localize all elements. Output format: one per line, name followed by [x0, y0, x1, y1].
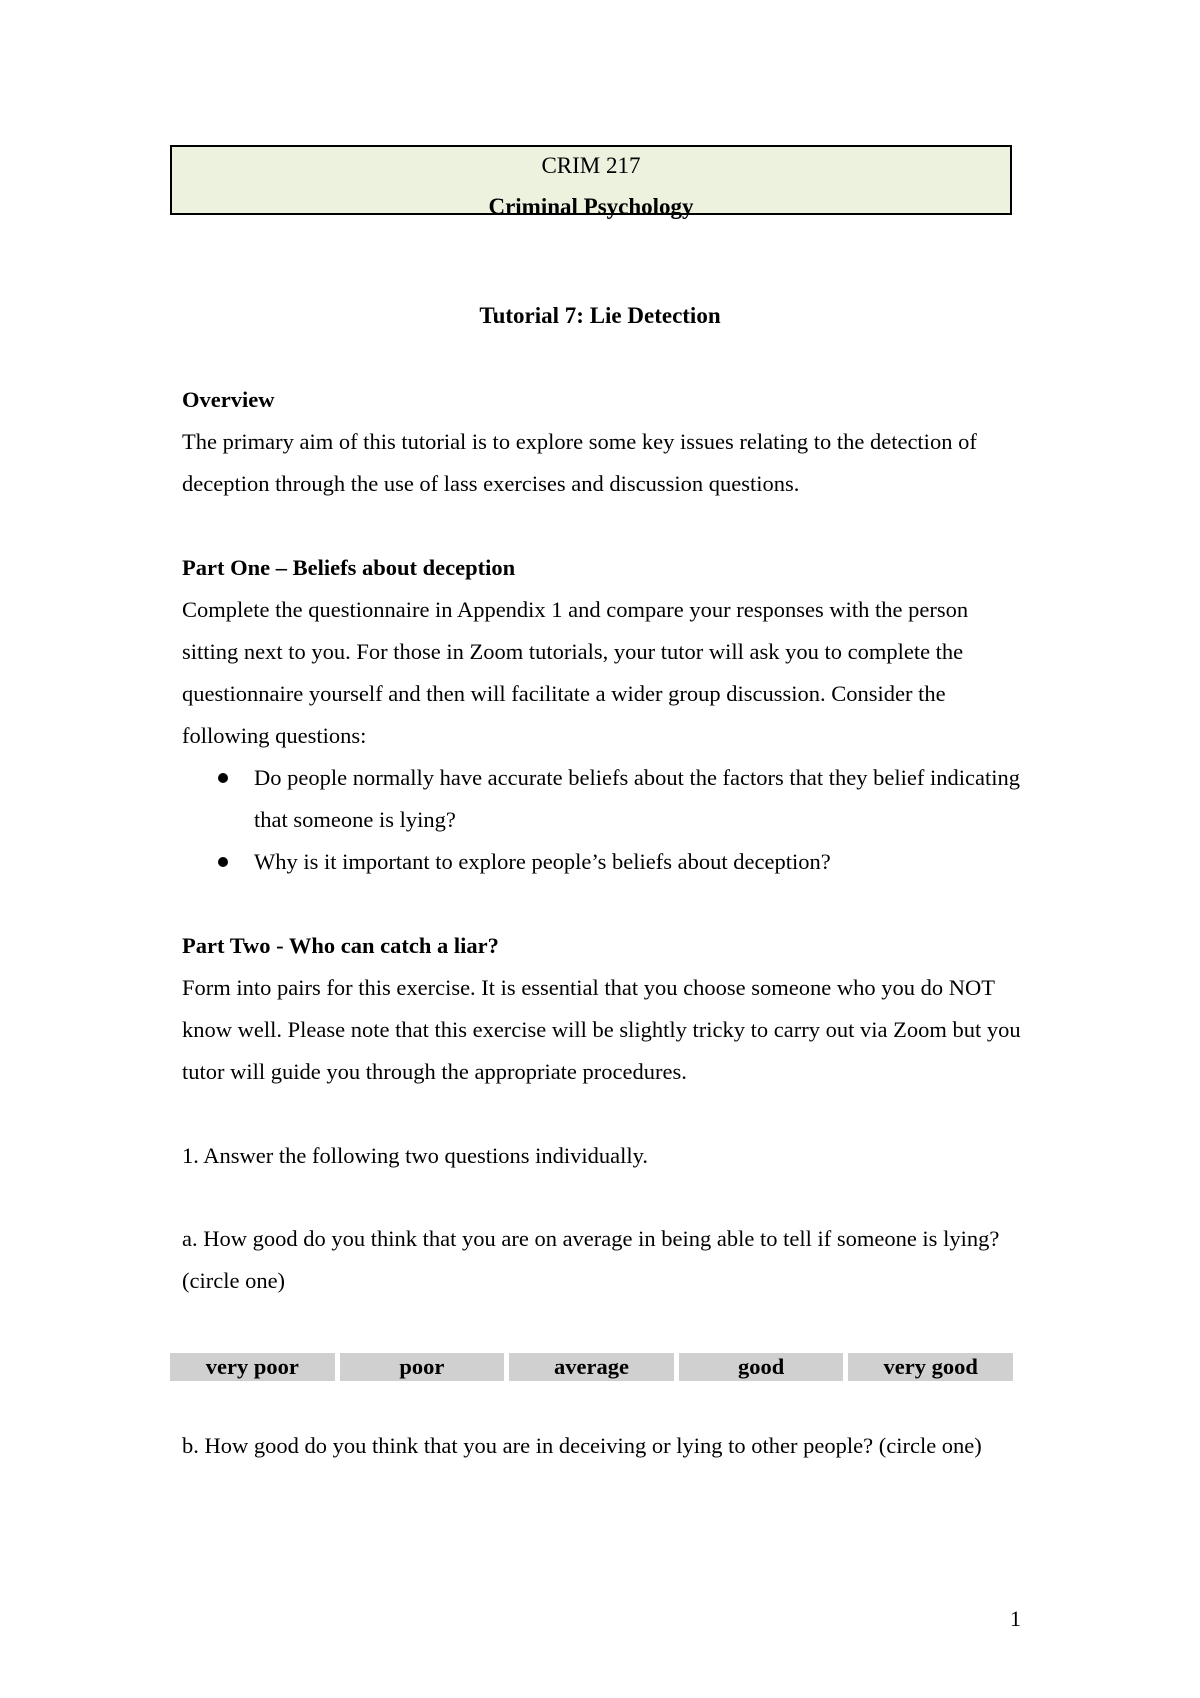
bullet-text: Why is it important to explore people’s beliefs about deception? — [254, 849, 831, 874]
overview-text: The primary aim of this tutorial is to explore some key issues relating to the detection of deception through the use of lass exercises and discussion questions. — [182, 429, 977, 496]
course-header-box — [170, 145, 1012, 219]
part-two-text: Form into pairs for this exercise. It is essential that you choose someone who you do NOT know well. Please note that this exercise will be slightly tricky to carry out via Zoom but you tutor will guide you through the appropriate procedures. — [182, 975, 1021, 1084]
scale-option-average[interactable]: average — [509, 1353, 674, 1381]
part-one-heading: Part One – Beliefs about deception — [182, 555, 516, 580]
overview-heading: Overview — [182, 387, 275, 412]
course-code: CRIM 217 — [541, 153, 641, 178]
bullet-icon — [218, 773, 228, 783]
question-b: b. How good do you think that you are in deceiving or lying to other people? (circle one) — [182, 1433, 982, 1458]
scale-option-good[interactable]: good — [679, 1353, 844, 1381]
list-item — [182, 841, 1022, 883]
list-item — [182, 757, 1022, 841]
question-a: a. How good do you think that you are on average in being able to tell if someone is lying? (circle one) — [182, 1226, 1000, 1293]
scale-option-poor[interactable]: poor — [340, 1353, 505, 1381]
part-two-heading: Part Two - Who can catch a liar? — [182, 933, 499, 958]
step-one-text: 1. Answer the following two questions individually. — [182, 1143, 649, 1168]
bullet-text: Do people normally have accurate beliefs about the factors that they belief indicating that someone is lying? — [254, 765, 1020, 832]
page-number: 1 — [1010, 1606, 1021, 1631]
part-one-bullet-list — [182, 757, 1022, 883]
part-one-text: Complete the questionnaire in Appendix 1 and compare your responses with the person sitting next to you. For those in Zoom tutorials, your tutor will ask you to complete the questionnaire yourself and then will facilitate a wider group discussion. Consider the following questions: — [182, 597, 969, 748]
page-title: Tutorial 7: Lie Detection — [479, 303, 721, 328]
course-name: Criminal Psychology — [488, 194, 694, 219]
scale-option-very-poor[interactable]: very poor — [170, 1353, 335, 1381]
rating-scale-a — [170, 1353, 1013, 1381]
scale-option-very-good[interactable]: very good — [848, 1353, 1013, 1381]
bullet-icon — [218, 857, 228, 867]
